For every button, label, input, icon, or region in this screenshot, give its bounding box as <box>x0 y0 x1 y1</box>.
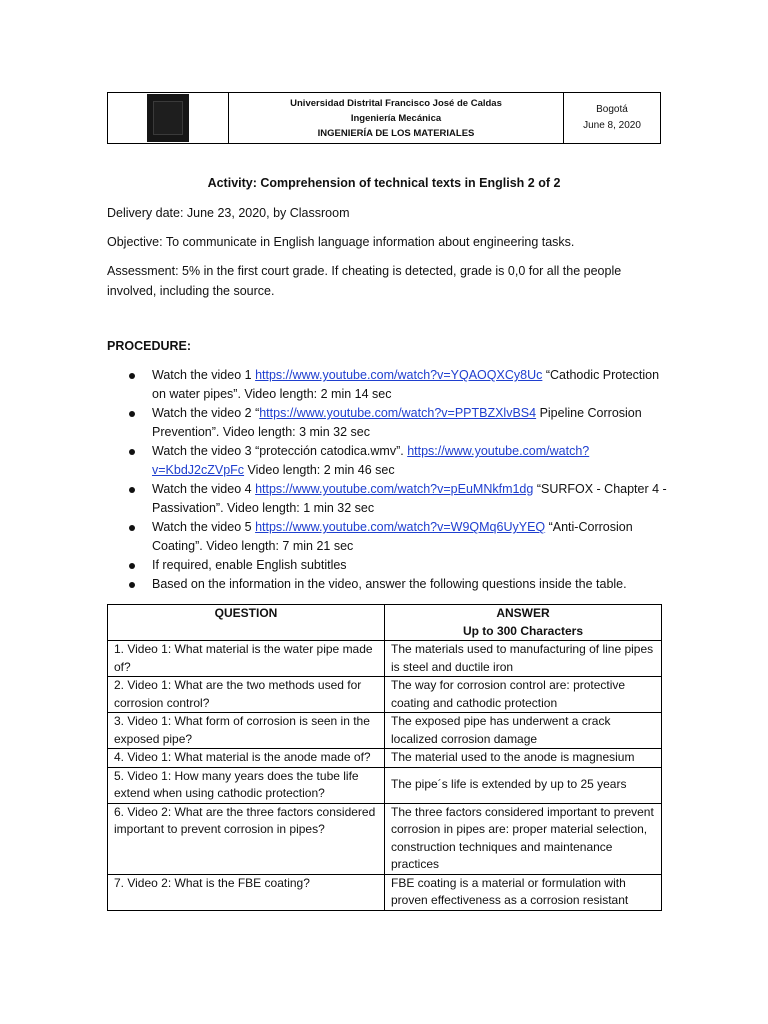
video-3-link[interactable]: https://www.youtube.com/watch?v=KbdJ2cZVpFc <box>152 444 590 477</box>
table-row <box>108 767 662 803</box>
table-header-row <box>108 605 662 641</box>
answer-cell[interactable]: The three factors considered important to prevent corrosion in pipes are: proper material selection, construction techniques and maintenance practices <box>385 803 662 874</box>
question-cell: 2. Video 1: What are the two methods used for corrosion control? <box>108 677 385 713</box>
header-table <box>107 92 661 144</box>
answer-cell[interactable]: The exposed pipe has underwent a crack localized corrosion damage <box>385 713 662 749</box>
list-item: Watch the video 3 “protección catodica.wmv”. https://www.youtube.com/watch?v=KbdJ2cZVpFc Video length: 2 min 46 sec <box>107 442 667 480</box>
answer-cell[interactable]: The pipe´s life is extended by up to 25 years <box>385 767 662 803</box>
question-cell: 3. Video 1: What form of corrosion is seen in the exposed pipe? <box>108 713 385 749</box>
faculty-name: Ingeniería Mecánica <box>350 112 442 124</box>
question-cell: 4. Video 1: What material is the anode made of? <box>108 749 385 768</box>
answer-cell[interactable]: FBE coating is a material or formulation with proven effectiveness as a corrosion resistant <box>385 874 662 910</box>
qa-table <box>107 604 662 911</box>
list-item: Watch the video 1 https://www.youtube.com/watch?v=YQAOQXCy8Uc “Cathodic Protection on water pipes”. Video length: 2 min 14 sec <box>107 366 667 404</box>
table-row <box>108 803 662 874</box>
video-1-link[interactable]: https://www.youtube.com/watch?v=YQAOQXCy8Uc <box>255 368 543 382</box>
list-item: Watch the video 5 https://www.youtube.com/watch?v=W9QMq6UyYEQ “Anti-Corrosion Coating”. Video length: 7 min 21 sec <box>107 518 667 556</box>
delivery-date: Delivery date: June 23, 2020, by Classroom <box>107 206 350 220</box>
video-4-link[interactable]: https://www.youtube.com/watch?v=pEuMNkfm1dg <box>255 482 534 496</box>
list-item: If required, enable English subtitles <box>107 556 667 575</box>
table-row <box>108 713 662 749</box>
table-row <box>108 874 662 910</box>
video-2-link[interactable]: https://www.youtube.com/watch?v=PPTBZXlvBS4 <box>259 406 537 420</box>
logo-cell <box>108 93 229 144</box>
objective: Objective: To communicate in English language information about engineering tasks. <box>107 235 575 249</box>
date: June 8, 2020 <box>583 120 641 131</box>
list-item: Watch the video 4 https://www.youtube.com/watch?v=pEuMNkfm1dg “SURFOX - Chapter 4 - Passivation”. Video length: 1 min 32 sec <box>107 480 667 518</box>
question-cell: 1. Video 1: What material is the water pipe made of? <box>108 641 385 677</box>
table-row <box>108 749 662 768</box>
university-logo-icon <box>147 94 189 142</box>
video-5-link[interactable]: https://www.youtube.com/watch?v=W9QMq6UyYEQ <box>255 520 546 534</box>
answer-cell[interactable]: The way for corrosion control are: protective coating and cathodic protection <box>385 677 662 713</box>
answer-cell[interactable]: The materials used to manufacturing of line pipes is steel and ductile iron <box>385 641 662 677</box>
list-item: Watch the video 2 “https://www.youtube.com/watch?v=PPTBZXlvBS4 Pipeline Corrosion Prevention”. Video length: 3 min 32 sec <box>107 404 667 442</box>
question-cell: 5. Video 1: How many years does the tube life extend when using cathodic protection? <box>108 767 385 803</box>
university-name: Universidad Distrital Francisco José de Caldas <box>290 97 502 109</box>
list-item: Based on the information in the video, answer the following questions inside the table. <box>107 575 667 594</box>
question-cell: 6. Video 2: What are the three factors considered important to prevent corrosion in pipes? <box>108 803 385 874</box>
table-row <box>108 677 662 713</box>
table-row <box>108 641 662 677</box>
header-title-cell <box>229 93 564 144</box>
procedure-heading: PROCEDURE: <box>107 339 192 353</box>
activity-title: Activity: Comprehension of technical texts in English 2 of 2 <box>207 176 561 190</box>
header-date-cell <box>564 93 661 144</box>
question-cell: 7. Video 2: What is the FBE coating? <box>108 874 385 910</box>
answer-cell[interactable]: The material used to the anode is magnesium <box>385 749 662 768</box>
procedure-list <box>107 366 667 594</box>
answer-column-header: ANSWER Up to 300 Characters <box>385 605 662 641</box>
question-column-header: QUESTION <box>108 605 385 641</box>
course-name: INGENIERÍA DE LOS MATERIALES <box>317 127 475 139</box>
city: Bogotá <box>596 104 628 115</box>
assessment: Assessment: 5% in the first court grade. If cheating is detected, grade is 0,0 for all the people involved, including the source. <box>107 264 622 298</box>
